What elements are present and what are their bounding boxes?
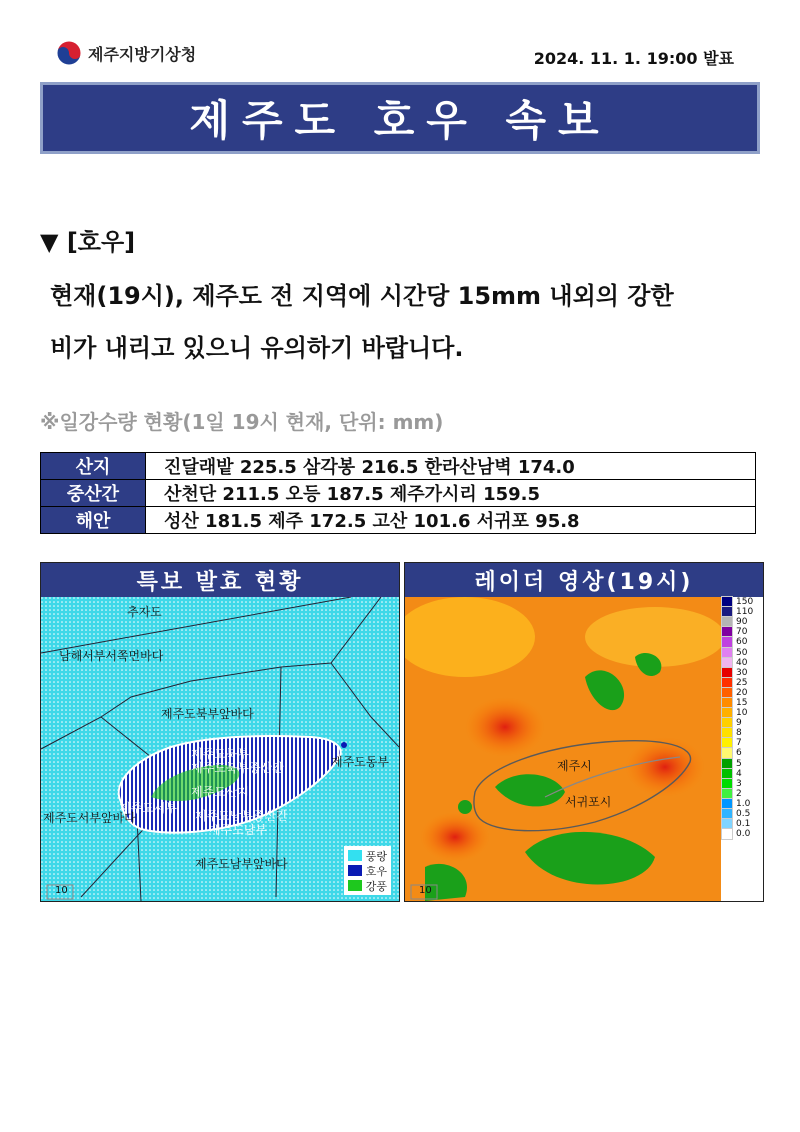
radar-scale-text: 10 [419,885,432,896]
scale-label: 0.1 [736,819,751,830]
table-row [41,480,756,507]
label-south-sea: 제주도남부앞바다 [195,857,288,871]
legend-swatch [348,865,362,876]
radar-color-scale [721,597,763,901]
legend-label: 강풍 [365,879,387,893]
table-row [41,507,756,534]
legend-label: 호우 [365,864,387,878]
label-north-sea: 제주도북부앞바다 [161,707,254,721]
legend-item [348,878,387,893]
page-title: 제주도 호우 속보 [189,96,611,145]
label-north-mid: 제주도북부중산간 [191,761,284,775]
scale-label: 20 [736,687,748,698]
scale-label: 7 [736,738,742,749]
label-south: 제주도남부 [209,823,267,837]
radar-graphic [405,597,721,901]
label-mountain: 제주도산지 [191,785,249,799]
legend-item [348,848,387,863]
kma-logo [56,40,196,66]
scale-label: 10 [736,708,748,719]
taegeuk-logo-icon [56,40,82,66]
table-row [41,453,756,480]
scale-label: 50 [736,647,748,658]
label-north: 제주도북부 [191,747,249,761]
scale-swatch [721,828,733,840]
label-west: 제주도서부 [119,801,177,815]
bulletin-line-1: 현재(19시), 제주도 전 지역에 시간당 15mm 내외의 강한 [50,282,674,310]
zone-cell: 중산간 [41,480,146,507]
scale-label: 2 [736,788,742,799]
zone-cell: 해안 [41,507,146,534]
map-scale-text: 10 [55,885,68,896]
scale-label: 15 [736,697,748,708]
scale-label: 90 [736,617,748,628]
warning-map-title: 특보 발효 현황 [41,563,399,597]
bulletin-text [50,270,762,374]
scale-label: 25 [736,677,748,688]
rainfall-subhead: ※일강수량 현황(1일 19시 현재, 단위: mm) [40,410,444,434]
rainfall-table [40,452,756,534]
scale-label: 150 [736,597,754,608]
scale-label: 3 [736,778,742,789]
values-cell: 진달래밭 225.5 삼각봉 216.5 한라산남벽 174.0 [146,453,756,480]
radar-panel [404,562,764,902]
label-south-mid: 제주도남부중산간 [195,809,288,823]
legend-swatch [348,850,362,861]
scale-label: 70 [736,627,748,638]
label-seogwipo-city: 서귀포시 [565,795,612,809]
section-label: [호우] [66,228,136,256]
warning-legend [344,846,391,895]
bulletin-line-2: 비가 내리고 있으니 유의하기 바랍니다. [50,334,464,362]
label-jeju-city: 제주시 [557,759,592,773]
title-banner [40,82,760,154]
scale-label: 6 [736,748,742,759]
section-heading [40,222,135,257]
scale-label: 40 [736,657,748,668]
warning-map-panel [40,562,400,902]
scale-label: 9 [736,718,742,729]
scale-label: 5 [736,758,742,769]
scale-label: 0.0 [736,829,751,840]
zone-cell: 산지 [41,453,146,480]
scale-label: 1.0 [736,798,751,809]
label-east: 제주도동부 [331,755,389,769]
warning-map [41,597,399,901]
legend-swatch [348,880,362,891]
scale-label: 30 [736,667,748,678]
scale-entry [721,829,763,839]
triangle-down-icon: ▼ [40,228,59,256]
issue-date: 2024. 11. 1. 19:00 발표 [533,49,734,68]
legend-label: 풍랑 [365,849,387,863]
org-name: 제주지방기상청 [88,44,197,64]
label-southwest-far-sea: 남해서부서쪽먼바다 [59,649,164,663]
scale-label: 110 [736,607,754,618]
values-cell: 산천단 211.5 오등 187.5 제주가시리 159.5 [146,480,756,507]
scale-label: 60 [736,637,748,648]
radar-title: 레이더 영상(19시) [405,563,763,597]
legend-item [348,863,387,878]
scale-label: 8 [736,728,742,739]
scale-label: 0.5 [736,809,751,820]
radar-image [405,597,763,901]
label-southwest-sea: 제주도서부앞바다 [43,811,136,825]
scale-label: 4 [736,768,742,779]
label-chuja: 추자도 [127,605,162,619]
values-cell: 성산 181.5 제주 172.5 고산 101.6 서귀포 95.8 [146,507,756,534]
